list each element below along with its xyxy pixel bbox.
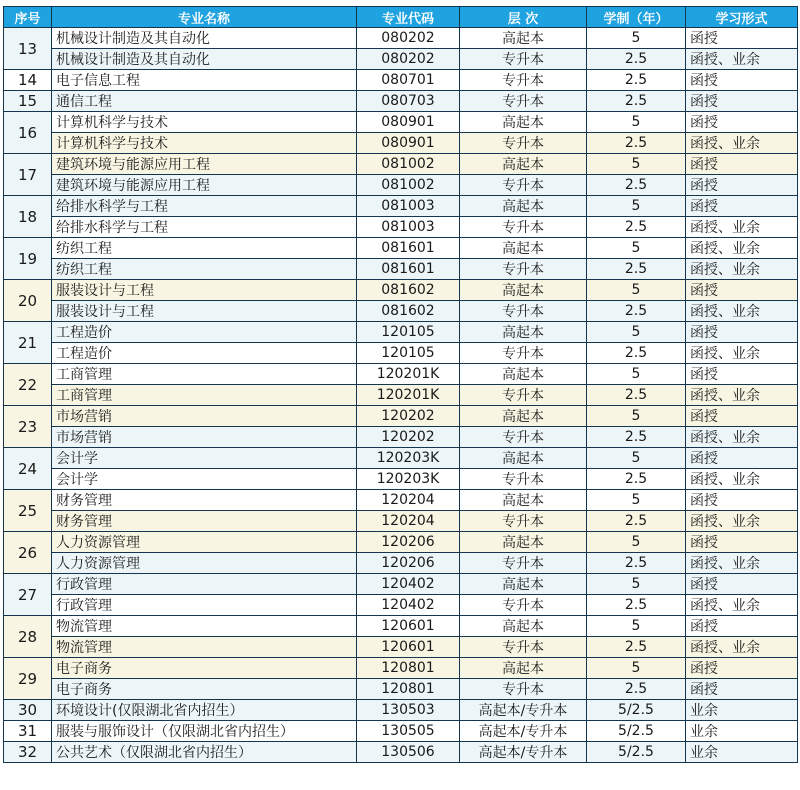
- program-level: 专升本: [460, 70, 587, 91]
- program-name: 物流管理: [52, 616, 357, 637]
- table-row: [4, 700, 798, 721]
- program-code: 120601: [357, 616, 460, 637]
- program-years: 2.5: [587, 133, 686, 154]
- program-years: 2.5: [587, 217, 686, 238]
- study-form: 函授: [686, 196, 798, 217]
- program-level: 高起本: [460, 532, 587, 553]
- program-level: 专升本: [460, 49, 587, 70]
- program-level: 高起本: [460, 616, 587, 637]
- program-name: 会计学: [52, 448, 357, 469]
- program-code: 120202: [357, 406, 460, 427]
- program-code: 120801: [357, 679, 460, 700]
- seq-number: 14: [4, 70, 52, 91]
- program-level: 专升本: [460, 385, 587, 406]
- header-code: 专业代码: [357, 7, 460, 28]
- program-name: 电子商务: [52, 679, 357, 700]
- table-row: [4, 301, 798, 322]
- table-row: [4, 133, 798, 154]
- program-code: 081602: [357, 280, 460, 301]
- program-name: 机械设计制造及其自动化: [52, 49, 357, 70]
- program-code: 120202: [357, 427, 460, 448]
- program-level: 高起本: [460, 406, 587, 427]
- program-years: 5/2.5: [587, 700, 686, 721]
- seq-number: 22: [4, 364, 52, 406]
- study-form: 函授、业余: [686, 595, 798, 616]
- program-name: 人力资源管理: [52, 532, 357, 553]
- program-code: 080701: [357, 70, 460, 91]
- program-name: 机械设计制造及其自动化: [52, 28, 357, 49]
- program-code: 120206: [357, 553, 460, 574]
- program-code: 120206: [357, 532, 460, 553]
- study-form: 函授: [686, 175, 798, 196]
- program-name: 给排水科学与工程: [52, 217, 357, 238]
- program-level: 专升本: [460, 343, 587, 364]
- table-row: [4, 343, 798, 364]
- study-form: 函授、业余: [686, 259, 798, 280]
- program-name: 通信工程: [52, 91, 357, 112]
- program-name: 会计学: [52, 469, 357, 490]
- program-years: 5/2.5: [587, 742, 686, 763]
- program-name: 计算机科学与技术: [52, 112, 357, 133]
- program-code: 120203K: [357, 448, 460, 469]
- table-row: [4, 91, 798, 112]
- seq-number: 17: [4, 154, 52, 196]
- study-form: 函授: [686, 448, 798, 469]
- program-level: 高起本: [460, 364, 587, 385]
- table-row: [4, 469, 798, 490]
- program-name: 建筑环境与能源应用工程: [52, 175, 357, 196]
- program-level: 专升本: [460, 217, 587, 238]
- table-row: [4, 553, 798, 574]
- seq-number: 18: [4, 196, 52, 238]
- program-years: 2.5: [587, 511, 686, 532]
- program-name: 公共艺术（仅限湖北省内招生）: [52, 742, 357, 763]
- program-years: 5: [587, 448, 686, 469]
- program-years: 5: [587, 406, 686, 427]
- seq-number: 21: [4, 322, 52, 364]
- program-years: 2.5: [587, 301, 686, 322]
- program-code: 081003: [357, 196, 460, 217]
- program-name: 电子信息工程: [52, 70, 357, 91]
- program-code: 080901: [357, 112, 460, 133]
- table-row: [4, 238, 798, 259]
- program-code: 120402: [357, 595, 460, 616]
- program-code: 081002: [357, 175, 460, 196]
- program-code: 120204: [357, 511, 460, 532]
- program-code: 080202: [357, 28, 460, 49]
- program-code: 080901: [357, 133, 460, 154]
- study-form: 函授: [686, 574, 798, 595]
- program-level: 高起本: [460, 658, 587, 679]
- table-row: [4, 448, 798, 469]
- program-code: 120201K: [357, 385, 460, 406]
- program-years: 2.5: [587, 553, 686, 574]
- study-form: 业余: [686, 700, 798, 721]
- table-row: [4, 154, 798, 175]
- program-name: 纺织工程: [52, 259, 357, 280]
- seq-number: 30: [4, 700, 52, 721]
- program-level: 高起本: [460, 322, 587, 343]
- table-row: [4, 679, 798, 700]
- program-name: 财务管理: [52, 490, 357, 511]
- study-form: 函授: [686, 616, 798, 637]
- study-form: 函授、业余: [686, 637, 798, 658]
- program-years: 2.5: [587, 679, 686, 700]
- program-level: 专升本: [460, 175, 587, 196]
- study-form: 业余: [686, 721, 798, 742]
- table-row: [4, 742, 798, 763]
- program-name: 环境设计(仅限湖北省内招生）: [52, 700, 357, 721]
- table-row: [4, 532, 798, 553]
- table-row: [4, 322, 798, 343]
- study-form: 函授、业余: [686, 49, 798, 70]
- program-level: 高起本/专升本: [460, 721, 587, 742]
- table-row: [4, 616, 798, 637]
- program-code: 120105: [357, 343, 460, 364]
- program-years: 5: [587, 658, 686, 679]
- program-level: 专升本: [460, 301, 587, 322]
- study-form: 函授: [686, 532, 798, 553]
- program-name: 行政管理: [52, 595, 357, 616]
- program-level: 高起本: [460, 280, 587, 301]
- program-code: 081002: [357, 154, 460, 175]
- program-code: 120105: [357, 322, 460, 343]
- program-code: 081602: [357, 301, 460, 322]
- program-years: 2.5: [587, 49, 686, 70]
- program-years: 5: [587, 532, 686, 553]
- program-years: 5: [587, 28, 686, 49]
- seq-number: 19: [4, 238, 52, 280]
- study-form: 函授: [686, 406, 798, 427]
- header-years: 学制（年）: [587, 7, 686, 28]
- program-level: 专升本: [460, 259, 587, 280]
- program-level: 专升本: [460, 595, 587, 616]
- study-form: 函授、业余: [686, 511, 798, 532]
- seq-number: 32: [4, 742, 52, 763]
- program-name: 物流管理: [52, 637, 357, 658]
- program-years: 2.5: [587, 343, 686, 364]
- table-row: [4, 196, 798, 217]
- study-form: 函授、业余: [686, 469, 798, 490]
- program-name: 人力资源管理: [52, 553, 357, 574]
- study-form: 函授: [686, 364, 798, 385]
- table-header-row: [4, 7, 798, 28]
- program-years: 2.5: [587, 91, 686, 112]
- table-row: [4, 364, 798, 385]
- program-years: 5: [587, 238, 686, 259]
- program-years: 2.5: [587, 595, 686, 616]
- program-name: 服装设计与工程: [52, 301, 357, 322]
- program-level: 高起本: [460, 448, 587, 469]
- study-form: 函授: [686, 112, 798, 133]
- program-years: 5: [587, 490, 686, 511]
- study-form: 函授: [686, 154, 798, 175]
- program-code: 081003: [357, 217, 460, 238]
- seq-number: 20: [4, 280, 52, 322]
- program-level: 高起本/专升本: [460, 700, 587, 721]
- program-years: 2.5: [587, 469, 686, 490]
- program-level: 高起本: [460, 574, 587, 595]
- program-years: 2.5: [587, 427, 686, 448]
- program-code: 130503: [357, 700, 460, 721]
- program-years: 5: [587, 112, 686, 133]
- program-level: 专升本: [460, 133, 587, 154]
- program-level: 专升本: [460, 469, 587, 490]
- seq-number: 16: [4, 112, 52, 154]
- program-code: 080703: [357, 91, 460, 112]
- study-form: 函授、业余: [686, 343, 798, 364]
- study-form: 函授: [686, 70, 798, 91]
- program-name: 工程造价: [52, 343, 357, 364]
- study-form: 函授: [686, 658, 798, 679]
- seq-number: 24: [4, 448, 52, 490]
- table-row: [4, 490, 798, 511]
- program-level: 高起本: [460, 154, 587, 175]
- program-name: 服装与服饰设计（仅限湖北省内招生）: [52, 721, 357, 742]
- program-level: 高起本/专升本: [460, 742, 587, 763]
- study-form: 函授: [686, 280, 798, 301]
- program-name: 服装设计与工程: [52, 280, 357, 301]
- table-row: [4, 385, 798, 406]
- program-name: 建筑环境与能源应用工程: [52, 154, 357, 175]
- table-row: [4, 637, 798, 658]
- seq-number: 28: [4, 616, 52, 658]
- program-code: 081601: [357, 259, 460, 280]
- seq-number: 23: [4, 406, 52, 448]
- program-level: 专升本: [460, 679, 587, 700]
- program-code: 081601: [357, 238, 460, 259]
- program-level: 专升本: [460, 427, 587, 448]
- table-row: [4, 70, 798, 91]
- program-level: 专升本: [460, 511, 587, 532]
- seq-number: 25: [4, 490, 52, 532]
- program-name: 工程造价: [52, 322, 357, 343]
- seq-number: 29: [4, 658, 52, 700]
- table-row: [4, 595, 798, 616]
- study-form: 函授: [686, 322, 798, 343]
- program-code: 130505: [357, 721, 460, 742]
- program-code: 120601: [357, 637, 460, 658]
- program-years: 5: [587, 616, 686, 637]
- table-row: [4, 721, 798, 742]
- table-row: [4, 259, 798, 280]
- program-years: 5/2.5: [587, 721, 686, 742]
- program-years: 5: [587, 196, 686, 217]
- program-years: 2.5: [587, 175, 686, 196]
- seq-number: 31: [4, 721, 52, 742]
- program-name: 计算机科学与技术: [52, 133, 357, 154]
- header-name: 专业名称: [52, 7, 357, 28]
- program-code: 120204: [357, 490, 460, 511]
- program-code: 120801: [357, 658, 460, 679]
- study-form: 函授: [686, 679, 798, 700]
- program-code: 120201K: [357, 364, 460, 385]
- study-form: 函授、业余: [686, 301, 798, 322]
- table-row: [4, 49, 798, 70]
- program-years: 2.5: [587, 259, 686, 280]
- study-form: 函授、业余: [686, 553, 798, 574]
- header-form: 学习形式: [686, 7, 798, 28]
- program-code: 120203K: [357, 469, 460, 490]
- program-years: 5: [587, 280, 686, 301]
- header-level: 层 次: [460, 7, 587, 28]
- program-code: 080202: [357, 49, 460, 70]
- program-name: 电子商务: [52, 658, 357, 679]
- study-form: 函授、业余: [686, 427, 798, 448]
- program-level: 专升本: [460, 91, 587, 112]
- header-seq: 序号: [4, 7, 52, 28]
- table-body: [4, 28, 798, 763]
- study-form: 函授、业余: [686, 133, 798, 154]
- study-form: 函授: [686, 91, 798, 112]
- program-level: 专升本: [460, 637, 587, 658]
- program-level: 高起本: [460, 196, 587, 217]
- program-years: 5: [587, 322, 686, 343]
- program-name: 纺织工程: [52, 238, 357, 259]
- program-level: 高起本: [460, 238, 587, 259]
- study-form: 函授: [686, 28, 798, 49]
- program-years: 2.5: [587, 385, 686, 406]
- program-name: 市场营销: [52, 406, 357, 427]
- table-row: [4, 427, 798, 448]
- program-name: 工商管理: [52, 385, 357, 406]
- program-years: 5: [587, 364, 686, 385]
- program-name: 市场营销: [52, 427, 357, 448]
- table-row: [4, 112, 798, 133]
- table-row: [4, 511, 798, 532]
- table-row: [4, 574, 798, 595]
- program-years: 2.5: [587, 70, 686, 91]
- seq-number: 27: [4, 574, 52, 616]
- study-form: 函授、业余: [686, 217, 798, 238]
- study-form: 函授、业余: [686, 385, 798, 406]
- table-row: [4, 175, 798, 196]
- program-code: 130506: [357, 742, 460, 763]
- study-form: 函授: [686, 490, 798, 511]
- seq-number: 15: [4, 91, 52, 112]
- seq-number: 13: [4, 28, 52, 70]
- program-level: 高起本: [460, 28, 587, 49]
- table-row: [4, 280, 798, 301]
- table-row: [4, 406, 798, 427]
- table-row: [4, 28, 798, 49]
- program-years: 5: [587, 574, 686, 595]
- table-row: [4, 658, 798, 679]
- program-level: 高起本: [460, 112, 587, 133]
- program-level: 专升本: [460, 553, 587, 574]
- program-years: 2.5: [587, 637, 686, 658]
- program-name: 财务管理: [52, 511, 357, 532]
- seq-number: 26: [4, 532, 52, 574]
- study-form: 函授、业余: [686, 238, 798, 259]
- program-table: [3, 6, 798, 763]
- study-form: 业余: [686, 742, 798, 763]
- table-row: [4, 217, 798, 238]
- program-years: 5: [587, 154, 686, 175]
- program-name: 给排水科学与工程: [52, 196, 357, 217]
- program-name: 工商管理: [52, 364, 357, 385]
- program-level: 高起本: [460, 490, 587, 511]
- program-code: 120402: [357, 574, 460, 595]
- program-name: 行政管理: [52, 574, 357, 595]
